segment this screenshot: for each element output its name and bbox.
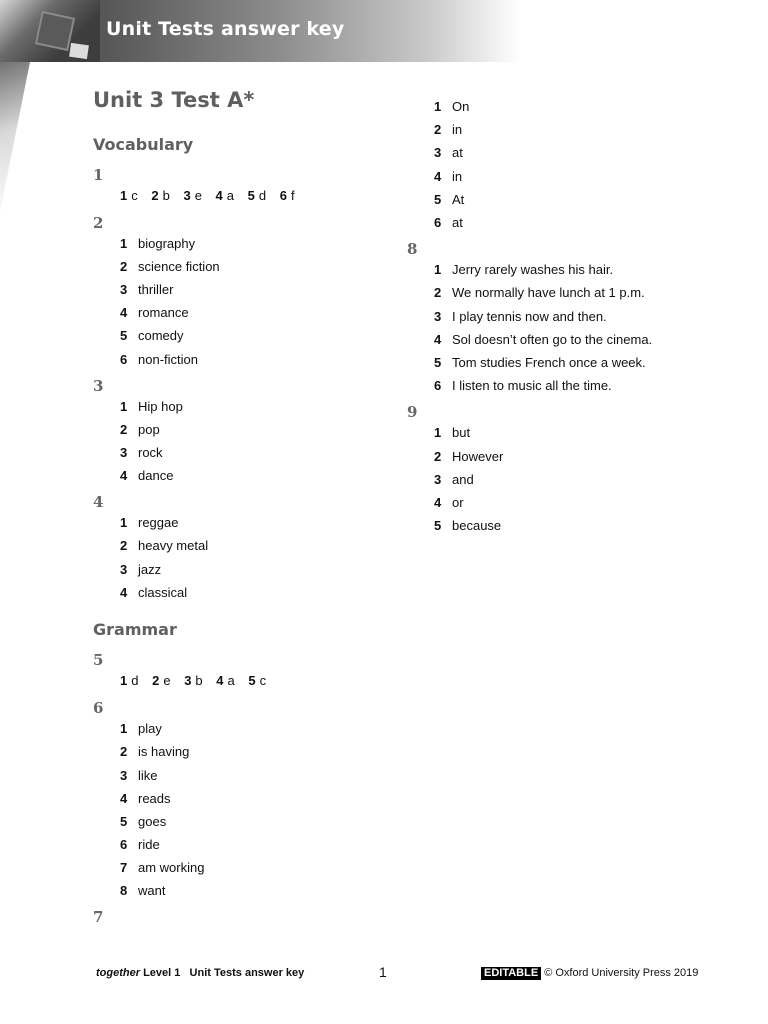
answer-pair: 2 b bbox=[151, 188, 170, 203]
answer-item: 4 Sol doesn’t often go to the cinema. bbox=[434, 332, 653, 347]
answer-item: 1 Hip hop bbox=[120, 399, 183, 414]
section-vocabulary: Vocabulary bbox=[93, 135, 194, 154]
answer-row-q5 bbox=[120, 673, 276, 689]
question-number: 3 bbox=[93, 377, 104, 395]
answer-pair: 5 d bbox=[247, 188, 267, 203]
answer-item: 3 thriller bbox=[120, 282, 174, 297]
answer-item: 5 because bbox=[434, 518, 502, 533]
answer-item: 4 dance bbox=[120, 468, 174, 483]
answer-item: 2 in bbox=[434, 122, 463, 137]
page-title: Unit 3 Test A* bbox=[93, 88, 255, 112]
footer-course-label bbox=[96, 967, 304, 979]
answer-item: 6 ride bbox=[120, 837, 160, 852]
answer-item: 6 I listen to music all the time. bbox=[434, 378, 612, 393]
answer-item: 1 play bbox=[120, 721, 162, 736]
answer-item: 1 but bbox=[434, 425, 471, 440]
question-number: 7 bbox=[93, 908, 104, 926]
answer-pair: 5 c bbox=[248, 673, 267, 688]
answer-pair: 3 e bbox=[183, 188, 202, 203]
answer-item: 1 On bbox=[434, 99, 470, 114]
cube-graphic-small bbox=[69, 43, 89, 59]
answer-item: 4 or bbox=[434, 495, 464, 510]
footer-level: Level 1 bbox=[143, 967, 181, 979]
page-number: 1 bbox=[379, 964, 387, 980]
answer-item: 3 like bbox=[120, 768, 158, 783]
header-title: Unit Tests answer key bbox=[106, 18, 345, 40]
question-number: 9 bbox=[407, 403, 418, 421]
answer-item: 3 jazz bbox=[120, 562, 162, 577]
answer-item: 3 rock bbox=[120, 445, 163, 460]
answer-item: 1 biography bbox=[120, 236, 196, 251]
answer-item: 5 Tom studies French once a week. bbox=[434, 355, 646, 370]
question-number: 2 bbox=[93, 214, 104, 232]
section-grammar: Grammar bbox=[93, 620, 177, 639]
answer-item: 1 Jerry rarely washes his hair. bbox=[434, 262, 614, 277]
answer-item: 3 I play tennis now and then. bbox=[434, 309, 607, 324]
answer-item: 5 At bbox=[434, 192, 465, 207]
question-number: 8 bbox=[407, 240, 418, 258]
answer-item: 6 non-fiction bbox=[120, 352, 198, 367]
answer-item: 8 want bbox=[120, 883, 166, 898]
answer-item: 4 reads bbox=[120, 791, 171, 806]
answer-item: 5 goes bbox=[120, 814, 167, 829]
question-number: 5 bbox=[93, 651, 104, 669]
answer-item: 2 pop bbox=[120, 422, 160, 437]
footer-copyright-block bbox=[481, 967, 698, 980]
question-number: 6 bbox=[93, 699, 104, 717]
header-decoration bbox=[0, 0, 100, 62]
header-band bbox=[0, 0, 520, 62]
answer-pair: 4 a bbox=[215, 188, 235, 203]
editable-badge: EDITABLE bbox=[481, 967, 541, 980]
answer-item: 2 We normally have lunch at 1 p.m. bbox=[434, 285, 645, 300]
answer-item: 4 in bbox=[434, 169, 463, 184]
answer-item: 4 classical bbox=[120, 585, 188, 600]
answer-item: 2 heavy metal bbox=[120, 538, 209, 553]
answer-pair: 1 c bbox=[120, 188, 138, 203]
answer-item: 6 at bbox=[434, 215, 463, 230]
answer-item: 2 is having bbox=[120, 744, 190, 759]
answer-item: 3 at bbox=[434, 145, 463, 160]
question-number: 1 bbox=[93, 166, 104, 184]
answer-pair: 2 e bbox=[152, 673, 171, 688]
cube-graphic bbox=[35, 11, 75, 51]
answer-pair: 6 f bbox=[279, 188, 295, 203]
answer-item: 2 science fiction bbox=[120, 259, 220, 274]
question-number: 4 bbox=[93, 493, 104, 511]
answer-item: 2 However bbox=[434, 449, 504, 464]
footer-doc-label: Unit Tests answer key bbox=[189, 967, 305, 979]
answer-row-q1 bbox=[120, 188, 305, 204]
answer-pair: 4 a bbox=[216, 673, 235, 688]
answer-item: 5 comedy bbox=[120, 328, 184, 343]
answer-item: 3 and bbox=[434, 472, 474, 487]
answer-pair: 1 d bbox=[120, 673, 139, 688]
answer-pair: 3 b bbox=[184, 673, 203, 688]
answer-item: 1 reggae bbox=[120, 515, 179, 530]
footer-copyright: © Oxford University Press 2019 bbox=[544, 967, 699, 979]
answer-item: 4 romance bbox=[120, 305, 189, 320]
footer-brand: together bbox=[96, 967, 140, 979]
side-decoration bbox=[0, 62, 30, 212]
answer-item: 7 am working bbox=[120, 860, 205, 875]
